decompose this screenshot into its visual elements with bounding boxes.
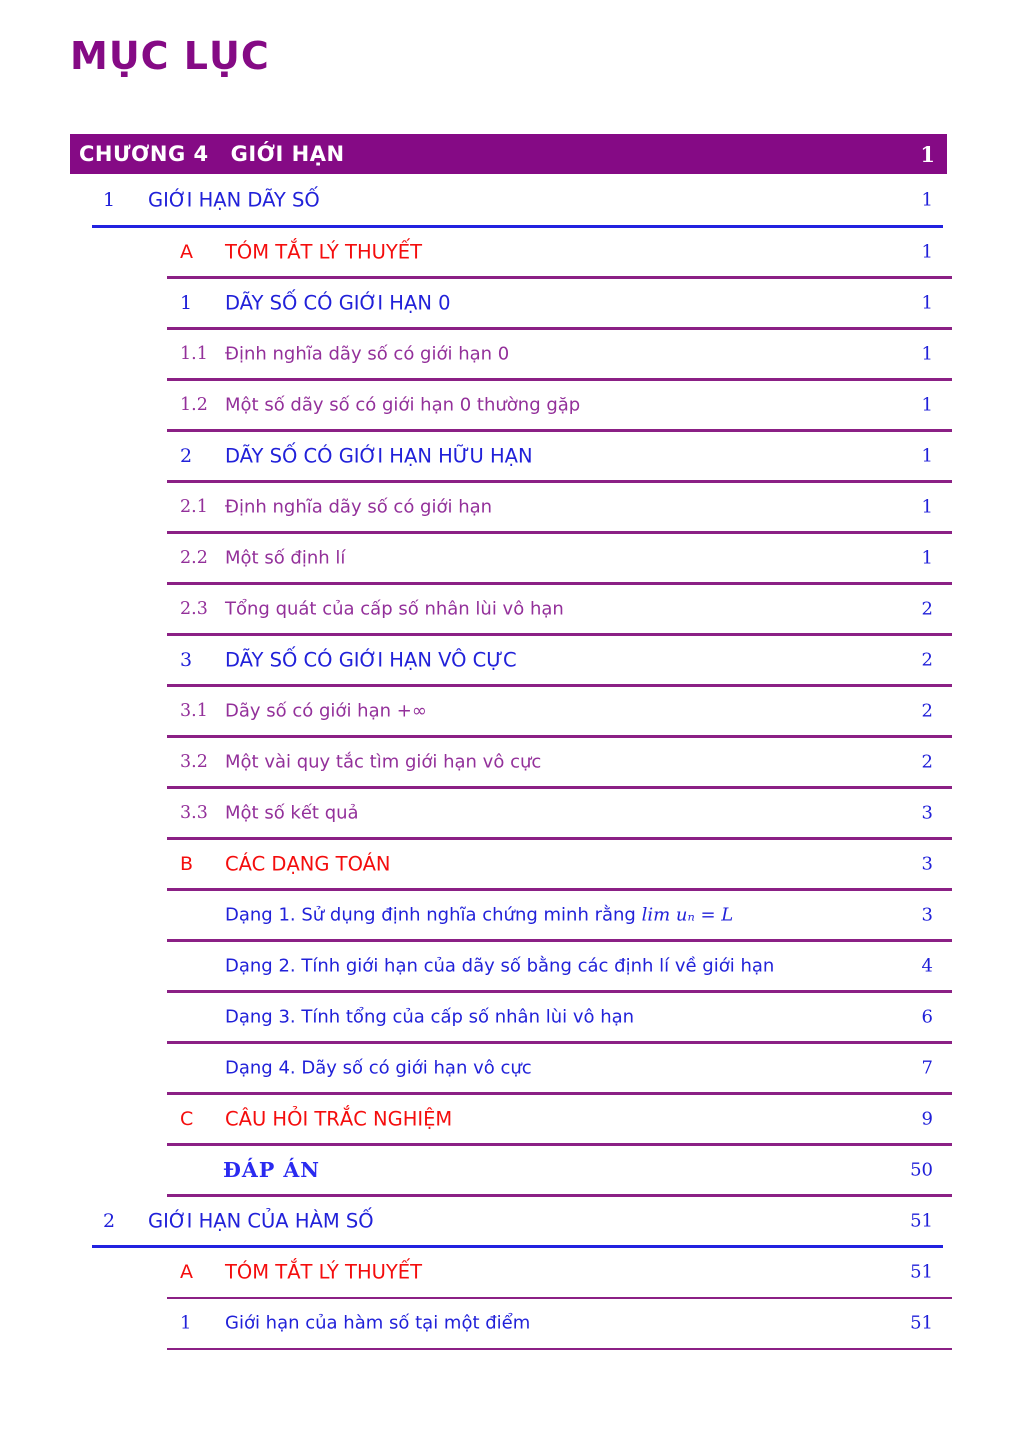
toc-entry-page-number[interactable]: 1: [921, 189, 933, 211]
chapter-title: GIỚI HẠN: [230, 142, 345, 166]
toc-rows: [70, 176, 952, 1350]
toc-entry-number: 1: [180, 291, 193, 314]
toc-row: [70, 483, 952, 532]
toc-entry-page-number[interactable]: 1: [921, 292, 933, 314]
toc-entry-title[interactable]: Dạng 1. Sử dụng định nghĩa chứng minh rằng lim uₙ = L: [225, 904, 734, 926]
toc-row: [70, 1146, 952, 1195]
toc-entry-page-number[interactable]: 51: [910, 1312, 933, 1334]
toc-entry-number: 3.1: [180, 700, 208, 721]
separator-line: [167, 1348, 952, 1351]
toc-entry-title[interactable]: TÓM TẮT LÝ THUYẾT: [225, 240, 423, 264]
toc-entry-page-number[interactable]: 2: [921, 649, 933, 671]
toc-entry-page-number[interactable]: 1: [921, 496, 933, 518]
toc-entry-title[interactable]: Một vài quy tắc tìm giới hạn vô cực: [225, 751, 542, 773]
toc-entry-page-number[interactable]: 6: [921, 1006, 933, 1028]
toc-entry-title[interactable]: Tổng quát của cấp số nhân lùi vô hạn: [225, 598, 564, 620]
toc-entry-title[interactable]: Giới hạn của hàm số tại một điểm: [225, 1312, 531, 1334]
toc-row: [70, 432, 952, 481]
toc-row: [70, 942, 952, 991]
toc-entry-title[interactable]: Một số dãy số có giới hạn 0 thường gặp: [225, 394, 581, 416]
toc-entry-page-number[interactable]: 51: [910, 1261, 933, 1283]
toc-entry-number: 1: [103, 189, 116, 212]
toc-row: [70, 891, 952, 940]
toc-row: [70, 279, 952, 328]
toc-entry-page-number[interactable]: 9: [921, 1108, 933, 1130]
toc-row: [70, 1299, 952, 1348]
toc-entry-number: 2: [103, 1209, 116, 1232]
toc-entry-page-number[interactable]: 2: [921, 751, 933, 773]
toc-entry-page-number[interactable]: 3: [921, 802, 933, 824]
toc-row: [70, 636, 952, 685]
toc-row: [70, 840, 952, 889]
chapter-label: CHƯƠNG 4: [79, 142, 209, 166]
toc-entry-number: 3.3: [180, 802, 208, 823]
toc-entry-page-number[interactable]: 1: [921, 547, 933, 569]
toc-entry-title[interactable]: Định nghĩa dãy số có giới hạn 0: [225, 343, 510, 365]
toc-entry-title[interactable]: GIỚI HẠN CỦA HÀM SỐ: [148, 1209, 374, 1233]
toc-entry-page-number[interactable]: 1: [921, 241, 933, 263]
toc-entry-title[interactable]: DÃY SỐ CÓ GIỚI HẠN 0: [225, 291, 451, 315]
toc-entry-title[interactable]: Dạng 2. Tính giới hạn của dãy số bằng các định lí về giới hạn: [225, 955, 775, 977]
toc-entry-title[interactable]: Dạng 3. Tính tổng của cấp số nhân lùi vô hạn: [225, 1006, 635, 1028]
toc-entry-page-number[interactable]: 3: [921, 853, 933, 875]
toc-row: [70, 534, 952, 583]
toc-entry-page-number[interactable]: 50: [910, 1159, 933, 1181]
toc-entry-number: 2: [180, 444, 193, 467]
toc-entry-page-number[interactable]: 4: [921, 955, 933, 977]
toc-entry-number: 1.2: [180, 394, 208, 415]
toc-entry-page-number[interactable]: 3: [921, 904, 933, 926]
toc-entry-title[interactable]: TÓM TẮT LÝ THUYẾT: [225, 1260, 423, 1284]
toc-row: [70, 738, 952, 787]
toc-entry-title[interactable]: GIỚI HẠN DÃY SỐ: [148, 188, 320, 212]
toc-entry-number: 3.2: [180, 751, 208, 772]
toc-entry-page-number[interactable]: 2: [921, 598, 933, 620]
toc-entry-title[interactable]: Dạng 4. Dãy số có giới hạn vô cực: [225, 1057, 532, 1079]
toc-row: [70, 228, 952, 277]
toc-row: [70, 381, 952, 430]
toc-entry-title[interactable]: Dãy số có giới hạn +∞: [225, 700, 427, 722]
toc-entry-number: 2.2: [180, 547, 208, 568]
toc-row: [70, 330, 952, 379]
toc-entry-title[interactable]: DÃY SỐ CÓ GIỚI HẠN HỮU HẠN: [225, 444, 533, 468]
toc-entry-number: 3: [180, 648, 193, 671]
toc-row: [70, 1095, 952, 1144]
toc-entry-title[interactable]: CÁC DẠNG TOÁN: [225, 852, 391, 876]
chapter-header-bar: [70, 134, 947, 174]
toc-entry-title[interactable]: ĐÁP ÁN: [223, 1157, 321, 1182]
toc-entry-number: A: [180, 240, 193, 263]
toc-row: [70, 993, 952, 1042]
toc-entry-number: 2.1: [180, 496, 208, 517]
toc-entry-page-number[interactable]: 51: [910, 1210, 933, 1232]
toc-entry-math: lim uₙ = L: [641, 904, 734, 926]
toc-entry-title[interactable]: DÃY SỐ CÓ GIỚI HẠN VÔ CỰC: [225, 648, 517, 672]
toc-row: [70, 687, 952, 736]
toc-entry-title[interactable]: CÂU HỎI TRẮC NGHIỆM: [225, 1107, 453, 1131]
toc-entry-page-number[interactable]: 2: [921, 700, 933, 722]
toc-entry-page-number[interactable]: 7: [921, 1057, 933, 1079]
toc-entry-page-number[interactable]: 1: [921, 445, 933, 467]
page-title: MỤC LỤC: [70, 34, 270, 78]
toc-entry-title[interactable]: Một số kết quả: [225, 802, 359, 824]
chapter-page-number: 1: [920, 141, 935, 167]
toc-entry-number: 1.1: [180, 343, 208, 364]
toc-entry-number: 2.3: [180, 598, 208, 619]
toc-row: [70, 176, 952, 225]
toc-entry-page-number[interactable]: 1: [921, 343, 933, 365]
toc-row: [70, 585, 952, 634]
toc-entry-number: 1: [180, 1312, 192, 1334]
toc-entry-page-number[interactable]: 1: [921, 394, 933, 416]
toc-entry-title[interactable]: Một số định lí: [225, 547, 346, 569]
toc-row: [70, 1044, 952, 1093]
toc-row: [70, 1197, 952, 1246]
toc-row: [70, 789, 952, 838]
toc-entry-title[interactable]: Định nghĩa dãy số có giới hạn: [225, 496, 493, 518]
toc-row: [70, 1248, 952, 1297]
toc-entry-number: A: [180, 1261, 193, 1284]
toc-entry-number: B: [180, 852, 194, 875]
toc-entry-number: C: [180, 1107, 194, 1130]
